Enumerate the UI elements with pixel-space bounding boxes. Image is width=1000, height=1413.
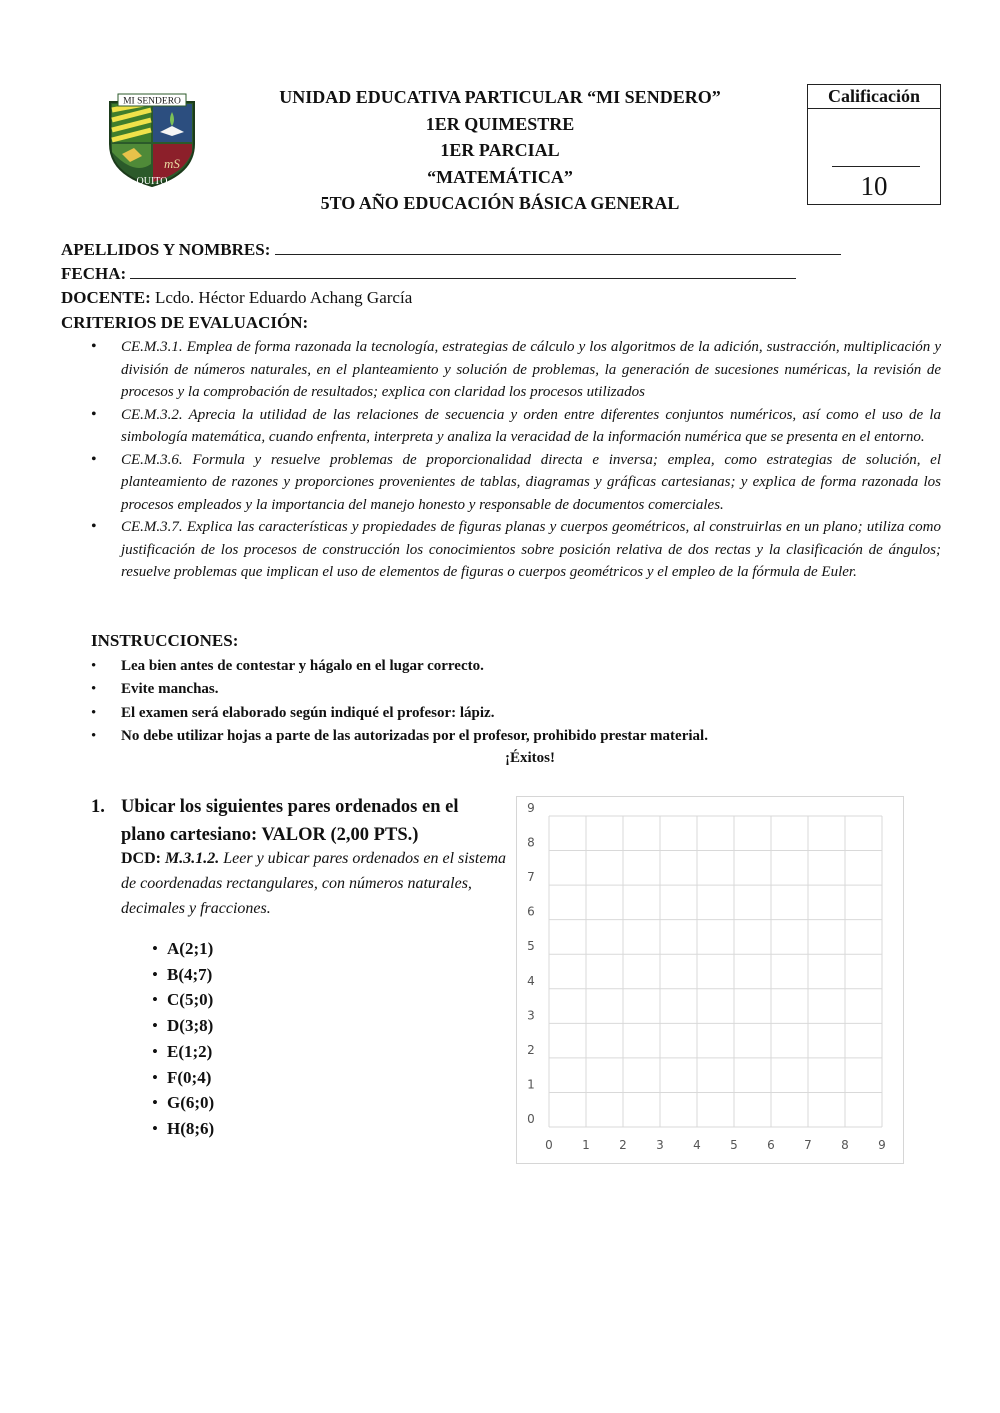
header-title-block xyxy=(220,84,780,217)
cartesian-plane-svg[interactable] xyxy=(517,797,903,1163)
dcd-label: DCD: xyxy=(121,850,161,867)
grade-score-line[interactable] xyxy=(832,166,920,167)
parcial: 1ER PARCIAL xyxy=(440,140,560,160)
instruction-item: • Evite manchas. xyxy=(121,678,971,701)
names-label: APELLIDOS Y NOMBRES: xyxy=(61,240,271,259)
instructions-title: INSTRUCCIONES: xyxy=(91,631,239,650)
grade-box xyxy=(807,84,941,205)
cartesian-plane-chart[interactable] xyxy=(516,796,904,1164)
x-tick-label: 1 xyxy=(582,1138,590,1152)
point-item: • B(4;7) xyxy=(167,962,214,988)
instruction-item: • El examen será elaborado según indiqué el profesor: lápiz. xyxy=(121,702,971,725)
criteria-list xyxy=(61,336,941,584)
question-dcd xyxy=(121,846,506,921)
names-field[interactable] xyxy=(275,240,841,255)
x-tick-label: 9 xyxy=(878,1138,886,1152)
date-field[interactable] xyxy=(130,264,796,279)
logo-initials: mS xyxy=(164,156,180,171)
criterion-item: • CE.M.3.6. Formula y resuelve problemas de proporcionalidad directa e inversa; emplea, como estrategias de solución, el planteamiento de razones y proporciones provenientes de tablas, diagramas y gráficas cartesianas; y explica de forma razonada los procesos empleados y la importancia del manejo honesto y responsable de documentos comerciales. xyxy=(121,449,941,517)
closing-text: ¡Éxitos! xyxy=(505,750,555,766)
question-number: 1. xyxy=(91,797,105,817)
criteria-title xyxy=(61,312,308,334)
dcd-code: M.3.1.2. xyxy=(165,850,220,867)
grade-max: 10 xyxy=(860,171,888,201)
y-tick-label: 7 xyxy=(527,870,535,885)
point-item: • D(3;8) xyxy=(167,1013,214,1039)
x-tick-label: 0 xyxy=(545,1138,553,1152)
instructions-list xyxy=(91,655,971,748)
grade-title: Calificación xyxy=(808,85,940,109)
question-text: Ubicar los siguientes pares ordenados en el plano cartesiano: VALOR (2,00 PTS.) xyxy=(121,797,459,845)
points-list xyxy=(152,936,214,1142)
teacher-row xyxy=(61,287,412,309)
criteria-block xyxy=(61,336,941,584)
x-tick-label: 6 xyxy=(767,1138,775,1152)
point-item: • E(1;2) xyxy=(167,1039,214,1065)
point-item: • H(8;6) xyxy=(167,1116,214,1142)
x-tick-label: 2 xyxy=(619,1138,627,1152)
y-tick-label: 5 xyxy=(527,939,535,954)
y-tick-label: 3 xyxy=(527,1008,535,1023)
teacher-label: DOCENTE: xyxy=(61,288,151,307)
x-tick-label: 5 xyxy=(730,1138,738,1152)
y-tick-label: 4 xyxy=(527,973,535,988)
criteria-title-text: CRITERIOS DE EVALUACIÓN: xyxy=(61,313,309,332)
criterion-item: • CE.M.3.7. Explica las características y propiedades de figuras planas y cuerpos geométricos, al construirlas en un plano; utiliza como justificación de los procesos de construcción los conocimientos sobre posición relativa de dos rectas y la clasificación de ángulos; resuelve problemas que implican el uso de elementos de figuras o cuerpos geométricos y el empleo de la fórmula de Euler. xyxy=(121,516,941,584)
y-tick-label: 2 xyxy=(527,1042,535,1057)
date-row xyxy=(61,263,796,285)
x-tick-label: 7 xyxy=(804,1138,812,1152)
instruction-item: • No debe utilizar hojas a parte de las autorizadas por el profesor, prohibido prestar material. xyxy=(121,725,971,748)
teacher-name: Lcdo. Héctor Eduardo Achang García xyxy=(154,288,413,307)
criterion-item: • CE.M.3.1. Emplea de forma razonada la tecnología, estrategias de cálculo y los algoritmos de la adición, sustracción, multiplicación y división de números naturales, en el planteamiento y solución de problemas, la generación de sucesiones numéricas, la revisión de procesos y la comprobación de resultados; explica con claridad los procesos utilizados xyxy=(121,336,941,404)
quimestre: 1ER QUIMESTRE xyxy=(425,113,575,134)
school-logo xyxy=(104,92,200,188)
logo-caption: QUITO xyxy=(136,176,168,187)
point-item: • F(0;4) xyxy=(167,1065,214,1091)
x-tick-label: 8 xyxy=(841,1138,849,1152)
point-item: • G(6;0) xyxy=(167,1090,214,1116)
subject: “MATEMÁTICA” xyxy=(427,166,573,187)
y-tick-label: 9 xyxy=(527,801,535,815)
point-item: • C(5;0) xyxy=(167,987,214,1013)
criterion-item: • CE.M.3.2. Aprecia la utilidad de las relaciones de secuencia y orden entre diferentes conjuntos numéricos, así como el uso de la simbología matemática, cuando enfrenta, interpreta y analiza la veracidad de la información numérica que se presenta en el entorno. xyxy=(121,404,941,449)
y-tick-label: 0 xyxy=(527,1112,535,1126)
y-tick-label: 6 xyxy=(527,904,535,919)
instruction-item: • Lea bien antes de contestar y hágalo en el lugar correcto. xyxy=(121,655,971,678)
logo-text: MI SENDERO xyxy=(123,96,181,107)
shield-logo-icon xyxy=(104,92,200,188)
y-tick-label: 1 xyxy=(527,1077,535,1092)
dcd-description: Leer y ubicar pares ordenados en el sistema de coordenadas rectangulares, con números naturales, decimales y fracciones. xyxy=(121,850,507,917)
x-tick-label: 4 xyxy=(693,1138,701,1152)
x-tick-label: 3 xyxy=(656,1138,664,1152)
names-row xyxy=(61,239,841,261)
grade-level: 5TO AÑO EDUCACIÓN BÁSICA GENERAL xyxy=(320,193,680,213)
date-label: FECHA: xyxy=(61,264,127,283)
point-item: • A(2;1) xyxy=(167,936,214,962)
y-tick-label: 8 xyxy=(527,835,535,850)
school-name: UNIDAD EDUCATIVA PARTICULAR “MI SENDERO” xyxy=(279,87,721,107)
